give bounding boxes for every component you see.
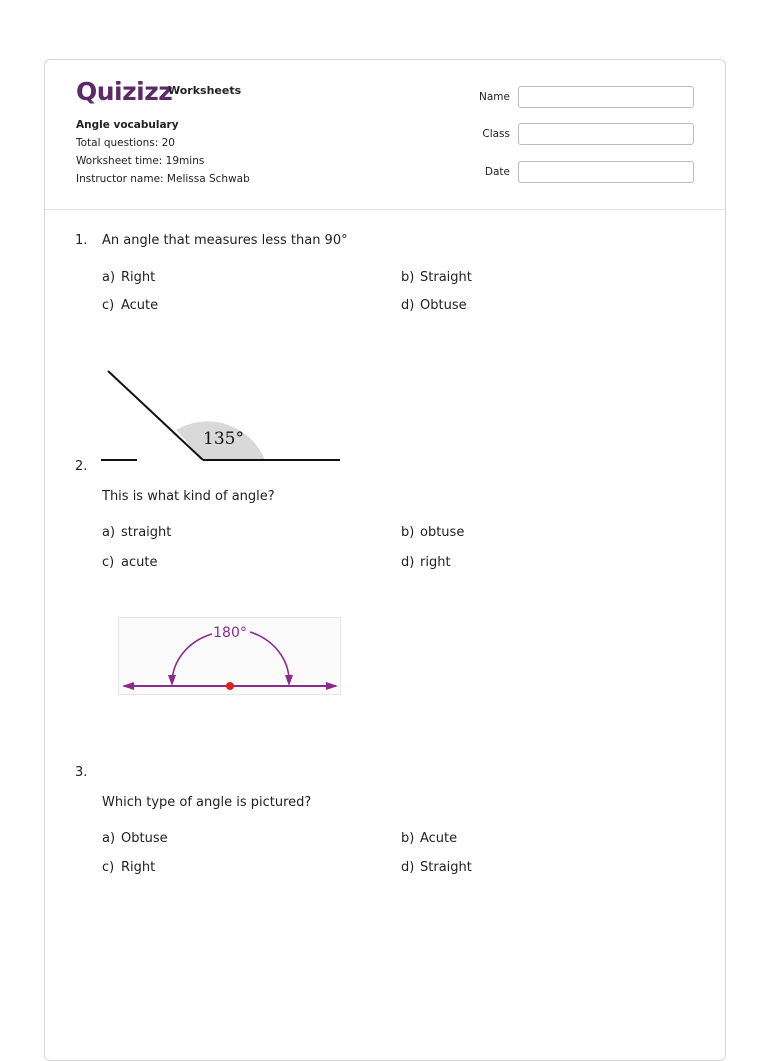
class-field[interactable] — [518, 123, 694, 145]
question-2-text: This is what kind of angle? — [102, 489, 275, 504]
logo-subtitle: Worksheets — [168, 84, 242, 97]
name-label: Name — [479, 91, 510, 103]
question-3-option-c[interactable] — [102, 860, 155, 875]
option-text: obtuse — [420, 525, 465, 540]
option-letter: b) — [401, 270, 415, 285]
option-letter: a) — [102, 270, 116, 285]
option-text: Right — [121, 270, 156, 285]
angle-180-figure — [118, 617, 341, 695]
question-2-option-c[interactable] — [102, 555, 157, 570]
option-text: Acute — [420, 831, 458, 846]
class-label: Class — [482, 128, 510, 140]
question-1-option-b[interactable] — [401, 270, 472, 285]
option-text: Straight — [420, 270, 472, 285]
question-1-option-c[interactable] — [102, 298, 158, 313]
angle-label-135: 135° — [203, 429, 244, 449]
question-1-number: 1. — [75, 233, 88, 248]
worksheet-title: Angle vocabulary — [76, 119, 179, 131]
option-letter: c) — [102, 555, 115, 570]
question-3-option-b[interactable] — [401, 831, 457, 846]
angle-label-180: 180° — [213, 625, 247, 641]
question-3-option-a[interactable] — [102, 831, 168, 846]
instructor-name: Instructor name: Melissa Schwab — [76, 173, 250, 185]
option-text: right — [420, 555, 451, 570]
question-2-number: 2. — [75, 459, 88, 474]
option-letter: b) — [401, 525, 415, 540]
option-text: Obtuse — [121, 831, 168, 846]
question-2-option-b[interactable] — [401, 525, 464, 540]
option-text: Right — [121, 860, 156, 875]
worksheet-header — [45, 60, 725, 210]
option-letter: c) — [102, 860, 115, 875]
question-1-option-a[interactable] — [102, 270, 155, 285]
question-1-text: An angle that measures less than 90° — [102, 233, 348, 248]
option-text: acute — [121, 555, 158, 570]
option-letter: d) — [401, 298, 415, 313]
quizizz-logo: Quizizz — [76, 77, 173, 106]
question-2-option-d[interactable] — [401, 555, 451, 570]
option-letter: d) — [401, 555, 415, 570]
vertex-dot — [226, 682, 234, 690]
question-1-option-d[interactable] — [401, 298, 467, 313]
question-2-option-a[interactable] — [102, 525, 171, 540]
question-3-option-d[interactable] — [401, 860, 472, 875]
date-label: Date — [484, 166, 510, 178]
question-3-text: Which type of angle is pictured? — [102, 795, 312, 810]
name-field[interactable] — [518, 86, 694, 108]
option-text: Obtuse — [420, 298, 467, 313]
date-field[interactable] — [518, 161, 694, 183]
option-letter: b) — [401, 831, 415, 846]
angle-ray-diagonal — [108, 371, 203, 460]
worksheet-time: Worksheet time: 19mins — [76, 155, 205, 167]
option-text: Straight — [420, 860, 472, 875]
option-letter: d) — [401, 860, 415, 875]
total-questions: Total questions: 20 — [76, 137, 175, 149]
question-3-number: 3. — [75, 765, 88, 780]
option-letter: a) — [102, 525, 116, 540]
angle-135-figure — [98, 362, 348, 470]
option-text: Acute — [121, 298, 159, 313]
option-text: straight — [121, 525, 172, 540]
option-letter: a) — [102, 831, 116, 846]
option-letter: c) — [102, 298, 115, 313]
